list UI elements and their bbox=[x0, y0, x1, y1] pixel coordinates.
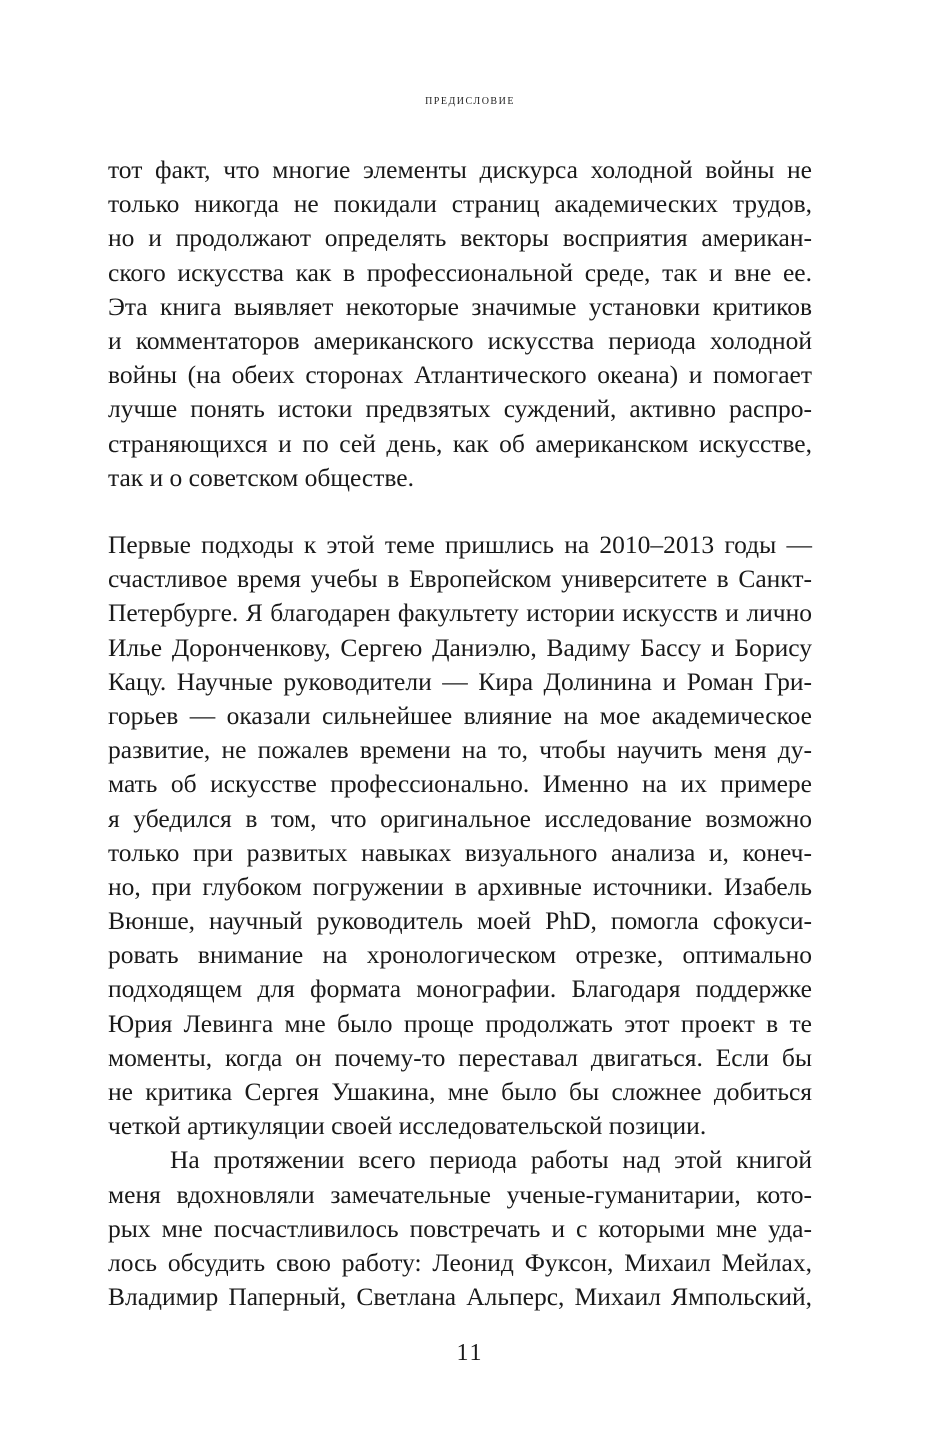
text-line: так и о советском обществе. bbox=[108, 462, 414, 492]
text-line: развитие, не пожалев времени на то, чтобы научить меня ду- bbox=[108, 735, 812, 765]
page-number: 11 bbox=[456, 1340, 484, 1366]
text-line: ровать внимание на хронологическом отрезке, оптимально bbox=[108, 940, 812, 970]
text-line: Эта книга выявляет некоторые значимые установки критиков bbox=[108, 291, 812, 321]
text-line: счастливое время учебы в Европейском университете в Санкт- bbox=[108, 564, 812, 594]
text-line: горьев — оказали сильнейшее влияние на мое академическое bbox=[108, 700, 812, 730]
text-line: не критика Сергея Ушакина, мне было бы сложнее добиться bbox=[108, 1077, 812, 1106]
text-line: но, при глубоком погружении в архивные источники. Изабель bbox=[108, 871, 812, 901]
text-line: На протяжении всего периода работы над этой книгой bbox=[170, 1145, 812, 1175]
text-line: рых мне посчастливилось повстречать и с которыми мне уда- bbox=[108, 1213, 812, 1243]
text-line: Кацу. Научные руководители — Кира Долинина и Роман Гри- bbox=[108, 666, 812, 696]
text-line: Петербурге. Я благодарен факультету истории искусств и лично bbox=[108, 598, 812, 628]
text-line: подходящем для формата монографии. Благодаря поддержке bbox=[108, 974, 812, 1004]
paragraph-2 bbox=[108, 528, 812, 1314]
text-line: войны (на обеих сторонах Атлантического океана) и помогает bbox=[108, 360, 812, 390]
text-line: ского искусства как в профессиональной среде, так и вне ее. bbox=[108, 257, 812, 287]
text-line: но и продолжают определять векторы восприятия американ- bbox=[108, 223, 812, 253]
text-line: лось обсудить свою работу: Леонид Фуксон, Михаил Мейлах, bbox=[108, 1247, 812, 1277]
text-line: только при развитых навыках визуального анализа и, конеч- bbox=[108, 837, 812, 867]
text-line: четкой артикуляции своей исследовательской позиции. bbox=[108, 1111, 707, 1141]
text-line: Первые подходы к этой теме пришлись на 2010–2013 годы — bbox=[108, 530, 812, 559]
text-line: моменты, когда он почему-то переставал двигаться. Если бы bbox=[108, 1042, 812, 1072]
text-line: и комментаторов американского искусства периода холодной bbox=[108, 325, 812, 355]
text-line: Владимир Паперный, Светлана Альперс, Михаил Ямпольский, bbox=[108, 1282, 812, 1312]
text-line: только никогда не покидали страниц академических трудов, bbox=[108, 189, 812, 219]
text-line: Юрия Левинга мне было проще продолжать этот проект в те bbox=[108, 1008, 812, 1038]
text-line: тот факт, что многие элементы дискурса холодной войны не bbox=[108, 155, 812, 184]
text-line: я убедился в том, что оригинальное исследование возможно bbox=[108, 803, 812, 833]
running-head: предисловие bbox=[425, 93, 515, 108]
text-line: лучше понять истоки предвзятых суждений, активно распро- bbox=[108, 394, 812, 424]
text-line: страняющихся и по сей день, как об американском искусстве, bbox=[108, 428, 812, 458]
paragraph-1 bbox=[108, 153, 812, 495]
text-line: Вюнше, научный руководитель моей PhD, помогла сфокуси- bbox=[108, 906, 812, 936]
text-line: мать об искусстве профессионально. Именно на их примере bbox=[108, 769, 812, 799]
text-line: Илье Доронченкову, Сергею Даниэлю, Вадиму Бассу и Борису bbox=[108, 632, 812, 662]
text-line: меня вдохновляли замечательные ученые-гуманитарии, кото- bbox=[108, 1179, 812, 1209]
